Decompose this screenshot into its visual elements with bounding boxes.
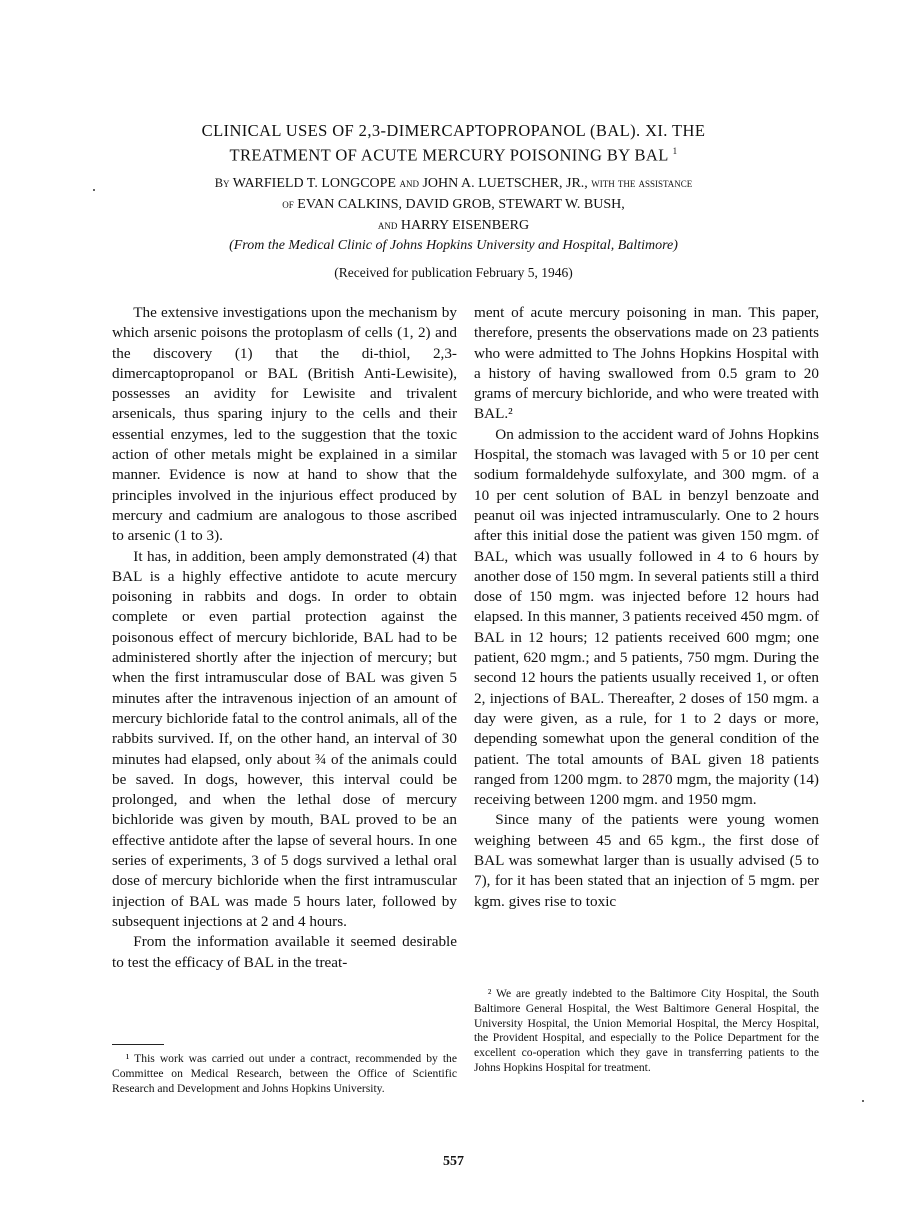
left-column — [112, 303, 457, 973]
paragraph: It has, in addition, been amply demonstrated (4) that BAL is a highly effective antidote to acute mercury poisoning in rabbits and dogs. In order to obtain complete or even partial protection against the poisonous effect of mercury bichloride, BAL had to be administered shortly after the injection of mercury; but when the first intramuscular dose of BAL was given 5 minutes after the intravenous injection of an amount of mercury bichloride fatal to the control animals, all of the rabbits survived. If, on the other hand, an interval of 30 minutes had elapsed, only about ¾ of the animals could be saved. In dogs, however, this interval could be prolonged, and when the lethal dose of mercury bichloride was given by mouth, BAL proved to be an effective antidote after the lapse of several hours. In one series of experiments, 3 of 5 dogs survived a lethal oral dose of mercury bichloride when the first intramuscular injection of BAL was made 5 hours later, followed by subsequent injections at 2 and 4 hours. — [112, 547, 457, 930]
scan-speck — [93, 189, 95, 191]
assistants-names: EVAN CALKINS, DAVID GROB, STEWART W. BUSH, — [297, 197, 625, 212]
footnote-divider — [112, 1044, 164, 1045]
affiliation: (From the Medical Clinic of Johns Hopkins University and Hospital, Baltimore) — [229, 238, 678, 253]
footnote-text: ¹ This work was carried out under a contract, recommended by the Committee on Medical Research, between the Office of Scientific Research and Development and Johns Hopkins University. — [112, 1052, 457, 1095]
and-label-2: and — [377, 218, 398, 232]
footnote-1 — [112, 1052, 457, 1096]
assistant-eisenberg: HARRY EISENBERG — [400, 218, 530, 233]
footnote-text: ² We are greatly indebted to the Baltimore City Hospital, the South Baltimore General Hospital, the West Baltimore General Hospital, the University Hospital, the Union Memorial Hospital, the Mercy Hospital, the Provident Hospital, and especially to the Police Department for the excellent co-operation which they gave in transferring patients to the Johns Hopkins Hospital for treatment. — [474, 987, 819, 1074]
title-line-2: TREATMENT OF ACUTE MERCURY POISONING BY BAL — [229, 145, 669, 165]
scan-speck — [862, 1100, 864, 1102]
paragraph: On admission to the accident ward of Johns Hopkins Hospital, the stomach was lavaged with 5 or 10 per cent sodium formaldehyde sulfoxylate, and 300 mgm. of a 10 per cent solution of BAL in benzyl benzoate and peanut oil was injected intramuscularly. One to 2 hours after this initial dose the patient was given 150 mgm. of BAL, which was usually followed in 4 to 6 hours by another dose of 150 mgm. In several patients still a third dose of 150 mgm. was injected before 12 hours had elapsed. In this manner, 3 patients received 450 mgm. of BAL in 12 hours; 12 patients received 600 mgm; one patient, 620 mgm.; and 5 patients, 750 mgm. During the second 12 hours the patients usually received 1, or often 2, injections of BAL. Thereafter, 2 doses of 150 mgm. a day were given, as a rule, for 1 to 2 days or more, depending somewhat upon the general condition of the patient. The total amounts of BAL given 18 patients ranged from 1200 mgm. to 2870 mgm, the majority (14) receiving between 1200 mgm. and 1950 mgm. — [474, 425, 819, 809]
title-footnote-mark: 1 — [672, 146, 678, 156]
title-line-1: CLINICAL USES OF 2,3-DIMERCAPTOPROPANOL (BAL). XI. THE — [201, 121, 706, 140]
assistance-label: with the assistance — [591, 176, 693, 190]
received-date: (Received for publication February 5, 1946) — [334, 265, 573, 280]
author-luetscher: JOHN A. LUETSCHER, JR., — [422, 176, 588, 191]
author-line-2 — [60, 194, 847, 215]
right-column — [474, 303, 819, 912]
author-block — [60, 173, 847, 236]
paragraph: From the information available it seemed desirable to test the efficacy of BAL in the treat- — [112, 933, 457, 971]
of-label: of — [282, 197, 294, 211]
page-number: 557 — [443, 1154, 464, 1169]
author-longcope: WARFIELD T. LONGCOPE — [232, 176, 396, 191]
author-line-3 — [60, 215, 847, 236]
article-title — [60, 120, 847, 166]
paragraph: ment of acute mercury poisoning in man. This paper, therefore, presents the observations made on 23 patients who were admitted to The Johns Hopkins Hospital with a history of having swallowed from 0.5 gram to 20 grams of mercury bichloride, and who were treated with BAL.² — [474, 304, 819, 423]
and-label: and — [399, 176, 419, 190]
by-label: By — [214, 176, 230, 190]
paragraph: The extensive investigations upon the mechanism by which arsenic poisons the protoplasm of cells (1, 2) and the discovery (1) that the di-thiol, 2,3-dimercaptopropanol or BAL (British Anti-Lewisite), possesses an avidity for Lewisite and trivalent arsenicals, thus sparing injury to the cells and their essential enzymes, led to the suggestion that the toxic action of other metals might be explained in a similar manner. Evidence is now at hand to show that the principles involved in the injurious effect produced by mercury and cadmium are analogous to those ascribed to arsenic (1 to 3). — [112, 304, 457, 545]
footnote-2 — [474, 987, 819, 1076]
paragraph: Since many of the patients were young women weighing between 45 and 65 kgm., the first dose of BAL was somewhat larger than is usually advised (5 to 7), for it has been stated that an injection of 5 mgm. per kgm. gives rise to toxic — [474, 811, 819, 910]
author-line-1 — [60, 173, 847, 194]
